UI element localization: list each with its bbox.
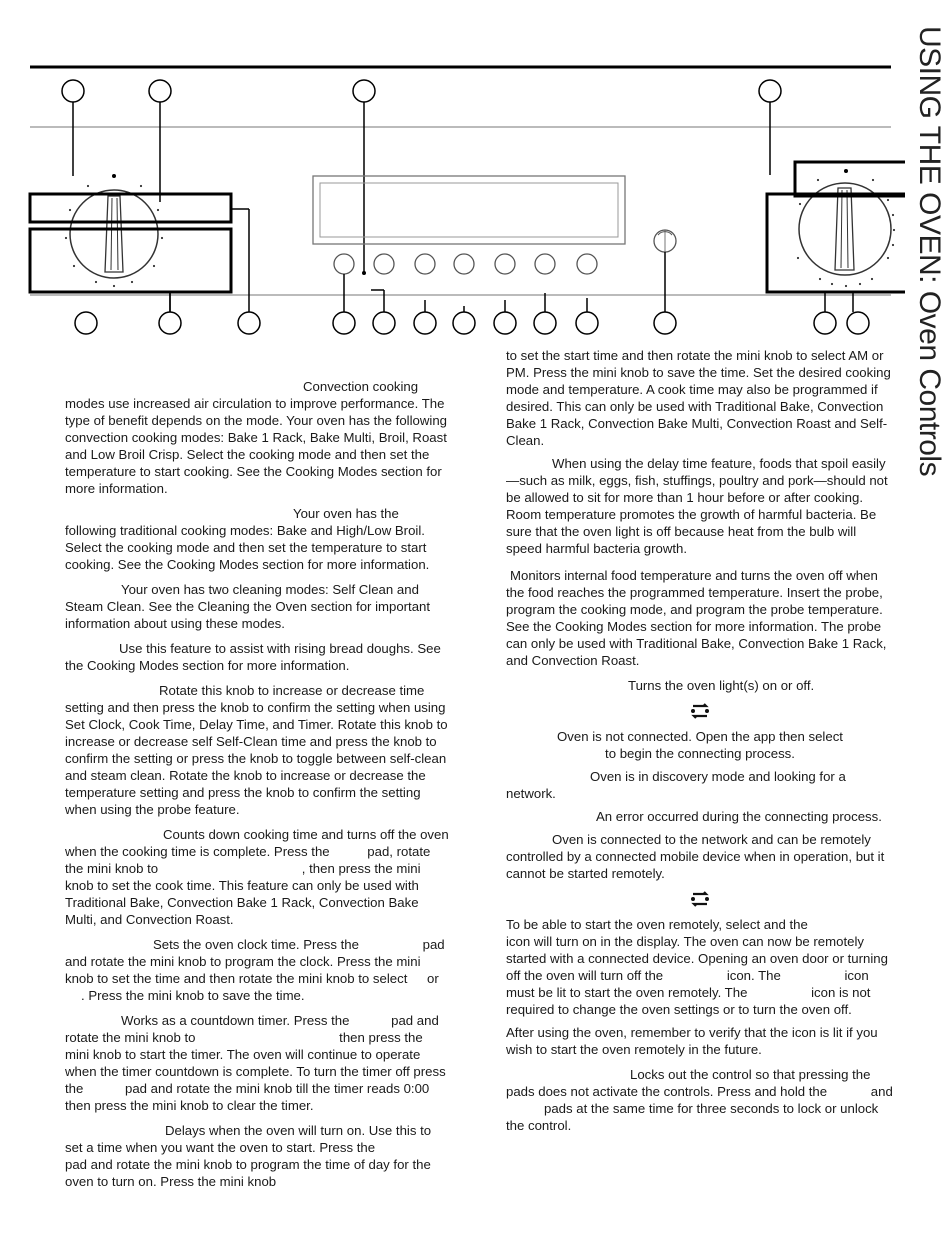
- control-panel-diagram: [0, 0, 905, 345]
- callout-bottom-11: [654, 252, 676, 334]
- error-paragraph: An error occurred during the connecting process.: [596, 809, 882, 824]
- callout-top-2: [149, 80, 171, 202]
- display-window: [313, 176, 625, 244]
- callout-top-1: [62, 80, 84, 176]
- callout-bottom-5: [371, 290, 395, 334]
- left-text-column: [65, 378, 450, 1196]
- control-pads: [334, 254, 597, 274]
- traditional-paragraph: Your oven has the following traditional cooking modes: Bake and High/Low Broil. Select the cooking mode and then set the temperature to start cooking. See the Cooking Modes section for more information.: [65, 506, 430, 572]
- wifi-status-icon: [506, 702, 894, 724]
- callout-bottom-3: [238, 312, 260, 334]
- callout-bottom-2: [159, 292, 181, 334]
- mode-knob: [65, 174, 163, 287]
- callout-bottom-9: [534, 293, 556, 334]
- remote-enable-status-icon: [506, 890, 894, 912]
- remote-enable-icon: [689, 702, 711, 720]
- side-section-title: [906, 26, 946, 546]
- remote-enable-icon-2: [689, 890, 711, 908]
- callout-bottom-10: [576, 298, 598, 334]
- mini-knob: [654, 230, 676, 252]
- delay-time-continued: to set the start time and then rotate the mini knob to select AM or PM. Press the mini knob to save the time. Set the desired cooking mode and temperature. A cook time may also be programmed if desired. This can only be used with Traditional Bake, Convection Bake 1 Rack, Convection Bake Multi, Convection Roast and Self-Clean.: [506, 348, 891, 448]
- cook-time-paragraph: Counts down cooking time and turns off the oven when the cooking time is complete. Press the pad, rotate the mini knob to , then press the mini knob to set the cook time. This feature can only be used with Traditional Bake, Convection Bake 1 Rack, Convection Bake Multi, and Convection Roast.: [65, 827, 449, 927]
- right-text-column: [506, 347, 894, 1140]
- discovery-paragraph: Oven is in discovery mode and looking for a network.: [506, 769, 846, 801]
- remote-start-paragraph: To be able to start the oven remotely, select and the icon will turn on in the display. The oven can now be remotely started with a connected device. Opening an oven door or turning off the oven will turn off the icon. The icon must be lit to start the oven remotely. The icon is not required to change the oven settings or to turn the oven off.: [506, 917, 888, 1017]
- set-clock-paragraph: Sets the oven clock time. Press the pad and rotate the mini knob to program the clock. Press the mini knob to set the time and then rotate the mini knob to select or . Press the mini knob to save the time.: [65, 937, 445, 1003]
- lock-controls-paragraph: Locks out the control so that pressing the pads does not activate the controls. Press and hold the and pads at the same time for three seconds to lock or unlock the control.: [506, 1067, 893, 1133]
- temperature-knob: [797, 169, 895, 287]
- not-connected-paragraph: Oven is not connected. Open the app then select to begin the connecting process.: [557, 729, 843, 761]
- verify-remote-paragraph: After using the oven, remember to verify that the icon is lit if you wish to start the oven remotely in the future.: [506, 1025, 878, 1057]
- delay-time-paragraph: Delays when the oven will turn on. Use this to set a time when you want the oven to start. Press the pad and rotate the mini knob to program the time of day for the oven to turn on. Press the mini knob: [65, 1123, 432, 1189]
- callout-bottom-4: [333, 274, 355, 334]
- callout-bottom-1: [75, 292, 170, 334]
- callout-bottom-13: [847, 292, 869, 334]
- convection-paragraph: Convection cooking modes use increased air circulation to improve performance. The type of benefit depends on the mode. Your oven has the following convection cooking modes: Bake 1 Rack, Bake Multi, Broil, Roast and Low Broil Crisp. Select the cooking mode and then set the temperature to start cooking. See the Cooking Modes section for more information.: [65, 379, 447, 496]
- connected-paragraph: Oven is connected to the network and can be remotely controlled by a connected mobile device when in operation, but it cannot be started remotely.: [506, 832, 885, 881]
- callout-bottom-7: [453, 306, 475, 334]
- callout-bottom-12: [814, 292, 836, 334]
- callout-bottom-8: [494, 300, 516, 334]
- proof-paragraph: Use this feature to assist with rising bread doughs. See the Cooking Modes section for more information.: [65, 641, 441, 673]
- side-title-text: USING THE OVEN: Oven Controls: [913, 26, 946, 477]
- mini-knob-paragraph: Rotate this knob to increase or decrease time setting and then press the knob to confirm the setting when using Set Clock, Cook Time, Delay Time, and Timer. Rotate this knob to increase or decrease self Self-Clean time and press the knob to confirm the setting or press the knob to toggle between self-clean and steam clean. Rotate the knob to increase or decrease the temperature setting and press the knob to confirm the setting when using the probe feature.: [65, 683, 448, 817]
- probe-paragraph: Monitors internal food temperature and turns the oven off when the food reaches the programmed temperature. Insert the probe, program the cooking mode, and program the probe temperature. See the Cooking Modes section for more information. The probe can only be used with Traditional Bake, Convection Bake 1 Rack, and Convection Roast.: [506, 568, 887, 668]
- callout-bottom-6: [414, 300, 436, 334]
- clean-paragraph: Your oven has two cleaning modes: Self Clean and Steam Clean. See the Cleaning the Oven section for important information about using these modes.: [65, 582, 431, 631]
- delay-caution-paragraph: When using the delay time feature, foods that spoil easily—such as milk, eggs, fish, stuffings, poultry and pork—should not be allowed to sit for more than 1 hour before or after cooking. Room temperature promotes the growth of harmful bacteria. Be sure that the oven light is off because heat from the bulb will speed harmful bacteria growth.: [506, 456, 888, 556]
- timer-paragraph: Works as a countdown timer. Press the pad and rotate the mini knob to then press the mini knob to start the timer. The oven will continue to operate when the timer countdown is complete. To turn the timer off press the pad and rotate the mini knob till the timer reads 0:00 then press the mini knob to clear the timer.: [65, 1013, 446, 1113]
- oven-light-paragraph: Turns the oven light(s) on or off.: [628, 678, 815, 693]
